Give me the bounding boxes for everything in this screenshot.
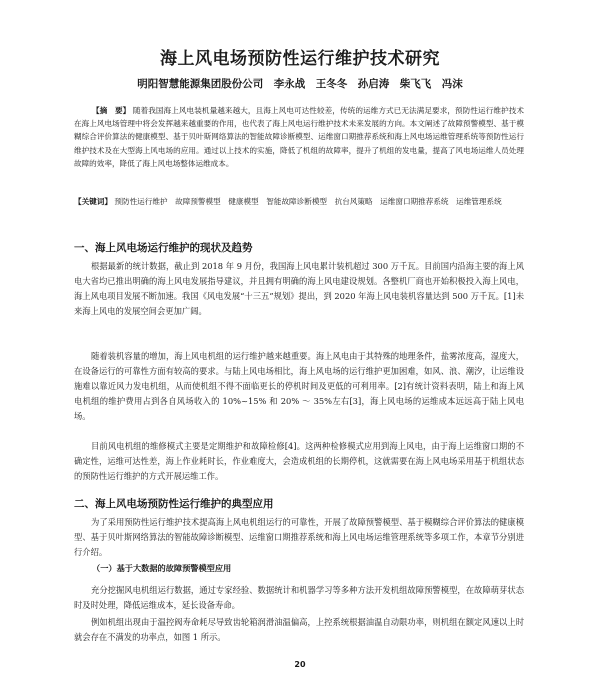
subsection-paragraph-2: 例如机组出现由于温控阀寿命耗尽导致齿轮箱润滑油温偏高，上控系统根据油温自动限功率，则机组在额定风速以上时就会存在不满发的功率点，如图 1 所示。 [74, 617, 524, 642]
author-line: 明阳智慧能源集团股份公司 李永战 王冬冬 孙启涛 柴飞飞 冯沫 [137, 78, 463, 90]
keywords-label: 【关键词】 [74, 197, 112, 206]
section2-paragraph-1: 为了采用预防性运行维护技术提高海上风电机组运行的可靠性，开展了故障预警模型、基于模糊综合评价算法的健康模型、基于贝叶斯网络算法的智能故障诊断模型、运维窗口期推荐系统和海上风电场运维管理系统等多项工作，本章节分别进行介绍。 [74, 517, 524, 557]
abstract-text: 随着我国海上风电装机量越来越大，且海上风电可达性较差，传统的运维方式已无法满足要求，预防性运行维护技术在海上风电场管理中将会发挥越来越重要的作用，也代表了海上风电运行维护技术未来发展的方向。本文阐述了故障预警模型、基于模糊综合评价算法的健康模型、基于贝叶斯网络算法的智能故障诊断模型、运维窗口期推荐系统和海上风电场运维管理系统等预防性运行维护技术及在大型海上风电场的应用。通过以上技术的实施，降低了机组的故障率，提升了机组的发电量，提高了风电场运维人员处理故障的效率，降低了海上风电场整体运维成本。 [74, 106, 524, 168]
paper-title: 海上风电场预防性运行维护技术研究 [160, 49, 440, 69]
keywords-text: 预防性运行维护 故障预警模型 健康模型 智能故障诊断模型 抗台风策略 运维窗口期推荐系统 运维管理系统 [114, 197, 502, 206]
abstract-label: 【摘 要】 [92, 106, 131, 115]
subsection-paragraph-1: 充分挖掘风电机组运行数据，通过专家经验、数据统计和机器学习等多种方法开发机组故障预警模型，在故障萌芽状态时及时处理，降低运维成本，延长设备寿命。 [74, 585, 524, 610]
section1-paragraph-3: 目前风电机组的维修模式主要是定期维护和故障检修[4]。这两种检修模式应用到海上风电，由于海上运维窗口期的不确定性，运维可达性差，海上作业耗时长，作业难度大，会造成机组的长期停机，这就需要在海上风电场采用基于机组状态的预防性运行维护的方式开展运维工作。 [74, 441, 524, 481]
section1-paragraph-1: 根据最新的统计数据，截止到 2018 年 9 月份，我国海上风电累计装机超过 300 万千瓦。目前国内沿海主要的海上风电大省均已推出明确的海上风电发展指导建议，并且拥有明确的海上风电建设规划。各整机厂商也开始积极投入海上风电，海上风电项目发展不断加速。我国《风电发展“十三五”规划》提出，到 2020 年海上风电装机容量达到 500 万千瓦。[1]未来海上风电的发展空间会更加广阔。 [74, 261, 524, 316]
section1-paragraph-2: 随着装机容量的增加，海上风电机组的运行维护越来越重要。海上风电由于其特殊的地理条件，盐雾浓度高，湿度大，在设备运行的可靠性方面有较高的要求。与陆上风电场相比，海上风电场的运行维护更加困难，如风、浪、潮汐，让运维设施难以靠近风力发电机组，从而使机组不得不面临更长的停机时间及更低的可利用率。[2]有统计资料表明，陆上和海上风电机组的维护费用占到各自风场收入的 10%~15% 和 20% ～ 35%左右[3]，海上风电场的运维成本远远高于陆上风电场。 [74, 351, 524, 421]
page-number: 20 [294, 660, 306, 669]
keywords-block [74, 195, 524, 208]
section2-heading: 二、海上风电场预防性运行维护的典型应用 [74, 498, 274, 510]
section1-heading: 一、海上风电场运行维护的现状及趋势 [74, 242, 253, 254]
subsection-heading: （一）基于大数据的故障预警模型应用 [92, 563, 232, 573]
abstract-block [74, 104, 524, 170]
